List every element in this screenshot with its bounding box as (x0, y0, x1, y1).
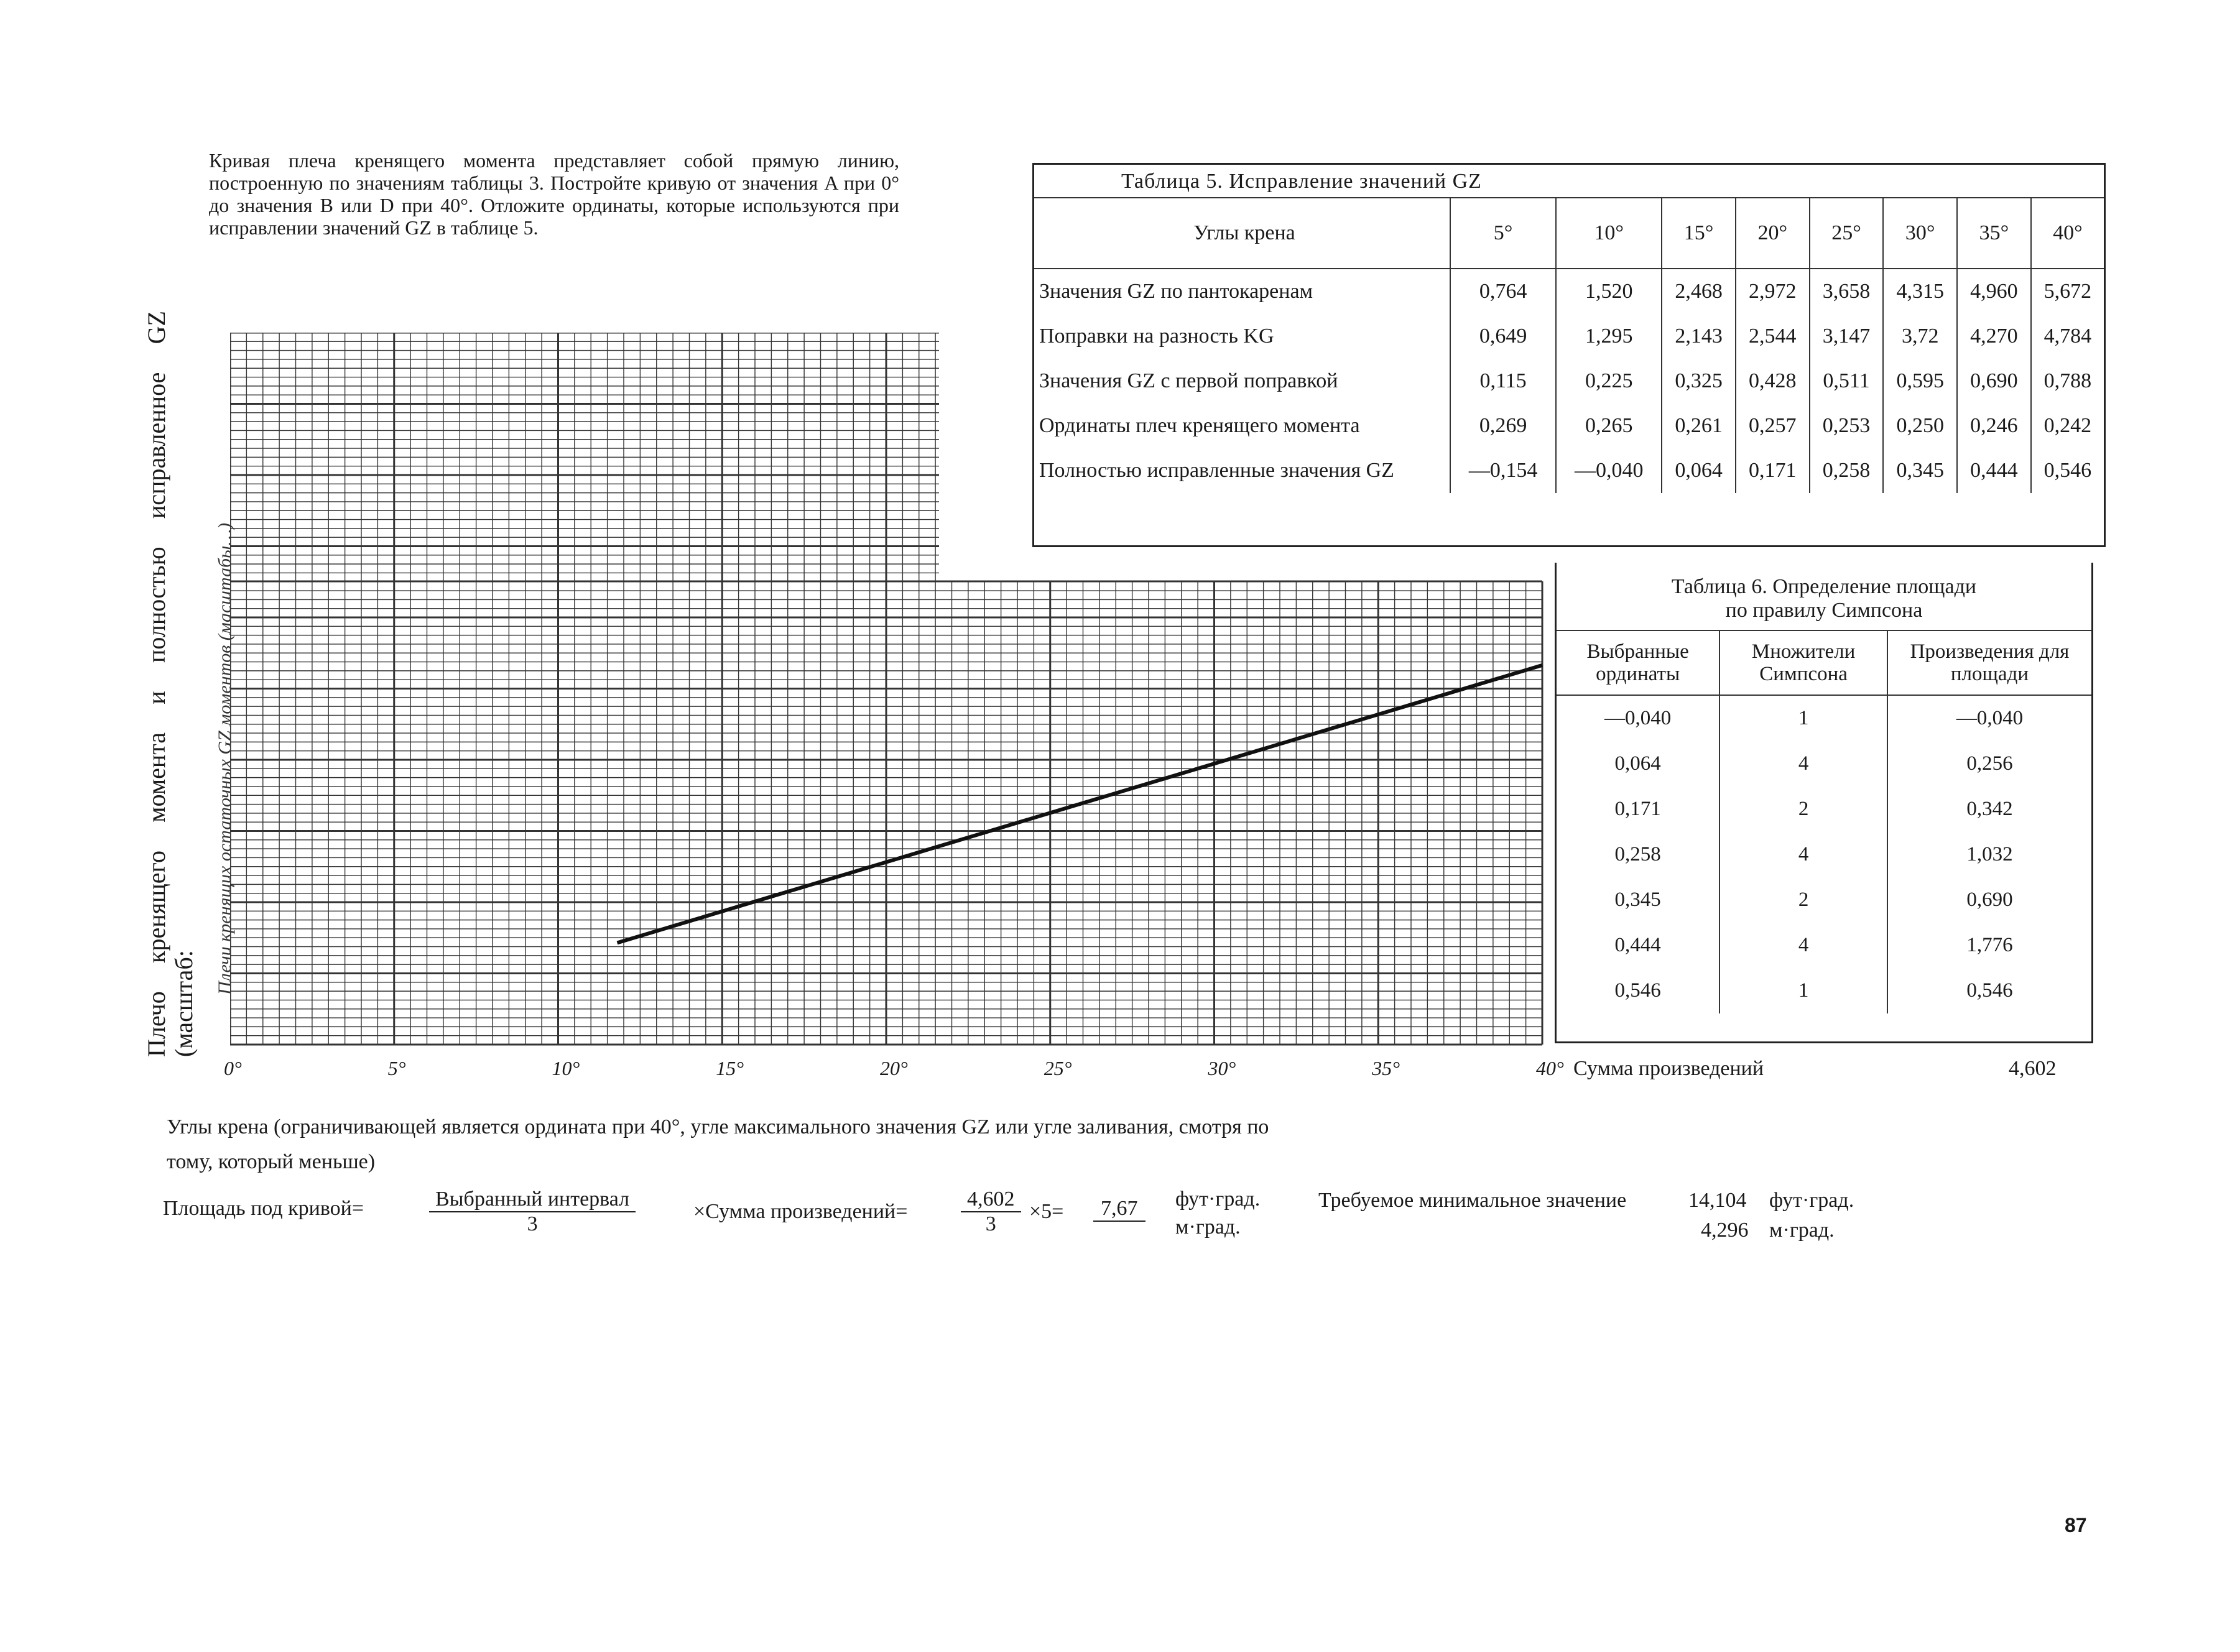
table-5-row (1034, 359, 2104, 404)
table-5 (1032, 163, 2106, 547)
table-6-caption-line1: Таблица 6. Определение площади (1671, 575, 1977, 598)
table-6-header: Множители Симпсона (1719, 630, 1887, 695)
required-m-unit: м·град. (1769, 1219, 1835, 1242)
table-5-cell: 0,649 (1450, 314, 1556, 359)
table-5-row (1034, 314, 2104, 359)
table-6-row (1557, 923, 2091, 968)
table-5-cell: 0,115 (1450, 359, 1556, 404)
unit-m: м·град. (1175, 1216, 1241, 1239)
table-5-cell: 4,270 (1957, 314, 2031, 359)
table-5-angle-header: 35° (1957, 198, 2031, 269)
x-tick-label: 40° (1536, 1057, 1564, 1079)
required-m-value: 4,296 (1701, 1219, 1749, 1242)
y-axis-label-word: исправленное (142, 372, 170, 519)
table-5-cell: 1,520 (1556, 269, 1662, 314)
table-5-cell: 0,265 (1556, 404, 1662, 448)
y-axis-label-word: GZ (142, 311, 170, 344)
x-axis-label (167, 1110, 1504, 1179)
y-axis-label (143, 311, 198, 1057)
table-5-cell: 1,295 (1556, 314, 1662, 359)
table-5-cell: 0,242 (2031, 404, 2104, 448)
table-6-row (1557, 787, 2091, 832)
table-6-cell: 1,032 (1887, 832, 2091, 877)
fraction-sum (961, 1188, 1021, 1236)
table-5-row (1034, 448, 2104, 493)
table-6-cell: 0,345 (1614, 888, 1661, 911)
x-tick-label: 10° (552, 1057, 580, 1079)
table-5-cell: —0,154 (1450, 448, 1556, 493)
table-5-cell: 5,672 (2031, 269, 2104, 314)
x-tick-label: 25° (1044, 1057, 1072, 1079)
x-tick-label: 5° (387, 1057, 406, 1079)
table-5-cell: 0,428 (1736, 359, 1810, 404)
x-tick-label: 30° (1208, 1057, 1236, 1079)
y-axis-label-line1 (143, 311, 170, 1057)
fraction-interval (429, 1188, 636, 1236)
table-5-cell: 0,788 (2031, 359, 2104, 404)
table-5-cell: 2,468 (1662, 269, 1736, 314)
required-label: Требуемое минимальное значение (1318, 1189, 1627, 1212)
intro-paragraph: Кривая плеча кренящего момента представляет собой прямую линию, построенную по значениям таблицы 3. Постройте кривую от значения A при 0° до значения B или D при 40°. Отложите ординаты, которые используются при исправлении значений GZ в таблице 5. (209, 149, 899, 239)
table-5-cell: 0,253 (1810, 404, 1884, 448)
table-5-cell: 4,315 (1883, 269, 1957, 314)
table-6-header: Выбранные ординаты (1557, 630, 1719, 695)
y-axis-label-word: Плечо (142, 991, 170, 1057)
table-5-cell: 0,444 (1957, 448, 2031, 493)
table-6-cell: 1 (1719, 695, 1887, 741)
table-5-angle-header: 25° (1810, 198, 1884, 269)
table-5-cell: 0,064 (1662, 448, 1736, 493)
table-5-row (1034, 404, 2104, 448)
table-5-angle-header: 10° (1556, 198, 1662, 269)
table-6-cell: —0,040 (1887, 695, 2091, 741)
table-5-cell: 0,171 (1736, 448, 1810, 493)
table-6-row (1557, 832, 2091, 877)
x-tick-label: 20° (880, 1057, 908, 1079)
y-axis-inner-label: Плечи кренящих остаточных GZ моментов (масштабы…) (215, 522, 235, 995)
table-5-cell: 2,143 (1662, 314, 1736, 359)
table-6-cell: —0,040 (1604, 707, 1672, 729)
table-5-row-label: Значения GZ с первой поправкой (1039, 369, 1338, 392)
table-6-cell: 4 (1719, 741, 1887, 787)
y-axis-label-word: полностью (142, 547, 170, 663)
fraction-interval-den: 3 (527, 1212, 538, 1235)
table-6-cell: 4 (1719, 832, 1887, 877)
table-5-cell: 4,960 (1957, 269, 2031, 314)
fraction-sum-den: 3 (985, 1212, 996, 1235)
table-6-cell: 0,444 (1614, 934, 1661, 956)
table-6-caption (1557, 563, 2091, 630)
table-6-row (1557, 695, 2091, 741)
table-6-cell: 0,171 (1614, 798, 1661, 820)
table-5-cell: 0,690 (1957, 359, 2031, 404)
table-6-cell: 0,690 (1887, 877, 2091, 923)
y-axis-label-word: момента (142, 732, 170, 823)
x-tick-label: 35° (1372, 1057, 1400, 1079)
table-6-header: Произведения для площади (1887, 630, 2091, 695)
table-6-cell: 0,258 (1614, 843, 1661, 865)
y-axis-label-line2: (масштаб: (170, 950, 198, 1057)
table-6-cell: 0,546 (1887, 968, 2091, 1013)
table-6-cell: 2 (1719, 877, 1887, 923)
table-6-header-row (1557, 630, 2091, 695)
table-6-cell: 1 (1719, 968, 1887, 1013)
table-5-row-label: Полностью исправленные значения GZ (1039, 459, 1394, 482)
table-6 (1555, 563, 2093, 1043)
y-axis-label-word: и (142, 691, 170, 704)
table-5-cell: 2,544 (1736, 314, 1810, 359)
table-5-cell: 0,246 (1957, 404, 2031, 448)
table-5-header-row (1034, 198, 2104, 269)
fraction-sum-num: 4,602 (961, 1188, 1021, 1212)
table-5-cell: 3,147 (1810, 314, 1884, 359)
page-number: 87 (2065, 1514, 2087, 1536)
table-5-row-label: Значения GZ по пантокаренам (1039, 280, 1313, 303)
table-5-cell: 0,257 (1736, 404, 1810, 448)
area-label: Площадь под кривой= (163, 1197, 364, 1220)
table-5-angle-header: 40° (2031, 198, 2104, 269)
table-5-angle-header: 30° (1883, 198, 1957, 269)
fraction-interval-num: Выбранный интервал (429, 1188, 636, 1212)
table-5-cell: 0,325 (1662, 359, 1736, 404)
x-axis-label-line2: тому, который меньше) (167, 1150, 376, 1173)
table-6-cell: 0,342 (1887, 787, 2091, 832)
sum-value: 4,602 (2009, 1057, 2057, 1080)
times5-text: ×5= (1029, 1200, 1064, 1223)
table-5-row-label: Ординаты плеч кренящего момента (1039, 414, 1360, 437)
table-5-cell: —0,040 (1556, 448, 1662, 493)
table-5-cell: 2,972 (1736, 269, 1810, 314)
table-6-cell: 2 (1719, 787, 1887, 832)
required-ft-value: 14,104 (1688, 1189, 1747, 1212)
required-ft-unit: фут·град. (1769, 1189, 1854, 1212)
x-tick-label: 15° (716, 1057, 744, 1079)
table-5-angle-header: 15° (1662, 198, 1736, 269)
table-5-row (1034, 269, 2104, 314)
table-6-cell: 1,776 (1887, 923, 2091, 968)
table-6-caption-line2: по правилу Симпсона (1725, 599, 1923, 622)
table-5-cell: 3,72 (1883, 314, 1957, 359)
table-5-angle-header: 20° (1736, 198, 1810, 269)
table-5-row-label: Поправки на разность KG (1039, 325, 1274, 348)
table-5-cell: 0,345 (1883, 448, 1957, 493)
table-5-cell: 0,764 (1450, 269, 1556, 314)
x-axis-label-line1: Углы крена (ограничивающей является ордината при 40°, угле максимального значения GZ или угле заливания, смотря по (167, 1115, 1269, 1138)
table-6-row (1557, 968, 2091, 1013)
table-5-angle-header: 5° (1450, 198, 1556, 269)
table-5-cell: 0,511 (1810, 359, 1884, 404)
table-5-cell: 0,225 (1556, 359, 1662, 404)
table-5-cell: 0,269 (1450, 404, 1556, 448)
sum-label: Сумма произведений (1573, 1057, 1764, 1080)
area-result: 7,67 (1093, 1197, 1145, 1222)
table-6-cell: 4 (1719, 923, 1887, 968)
table-6-cell: 0,546 (1614, 979, 1661, 1002)
table-5-cell: 0,250 (1883, 404, 1957, 448)
unit-ft: фут·град. (1175, 1188, 1261, 1211)
table-5-cell: 0,261 (1662, 404, 1736, 448)
table-5-cell: 0,258 (1810, 448, 1884, 493)
table-5-cell: 0,595 (1883, 359, 1957, 404)
table-6-row (1557, 741, 2091, 787)
table-6-cell: 0,064 (1614, 752, 1661, 775)
table-6-row (1557, 877, 2091, 923)
y-axis-label-word: кренящего (142, 851, 170, 963)
table-5-cell: 0,546 (2031, 448, 2104, 493)
table-5-cell: 4,784 (2031, 314, 2104, 359)
table-6-cell: 0,256 (1887, 741, 2091, 787)
table-5-caption: Таблица 5. Исправление значений GZ (1121, 170, 1482, 193)
times-sum-text: ×Сумма произведений= (693, 1200, 908, 1223)
table-5-cell: 3,658 (1810, 269, 1884, 314)
x-tick-label: 0° (224, 1057, 242, 1079)
table-5-header-label: Углы крена (1034, 198, 1450, 269)
